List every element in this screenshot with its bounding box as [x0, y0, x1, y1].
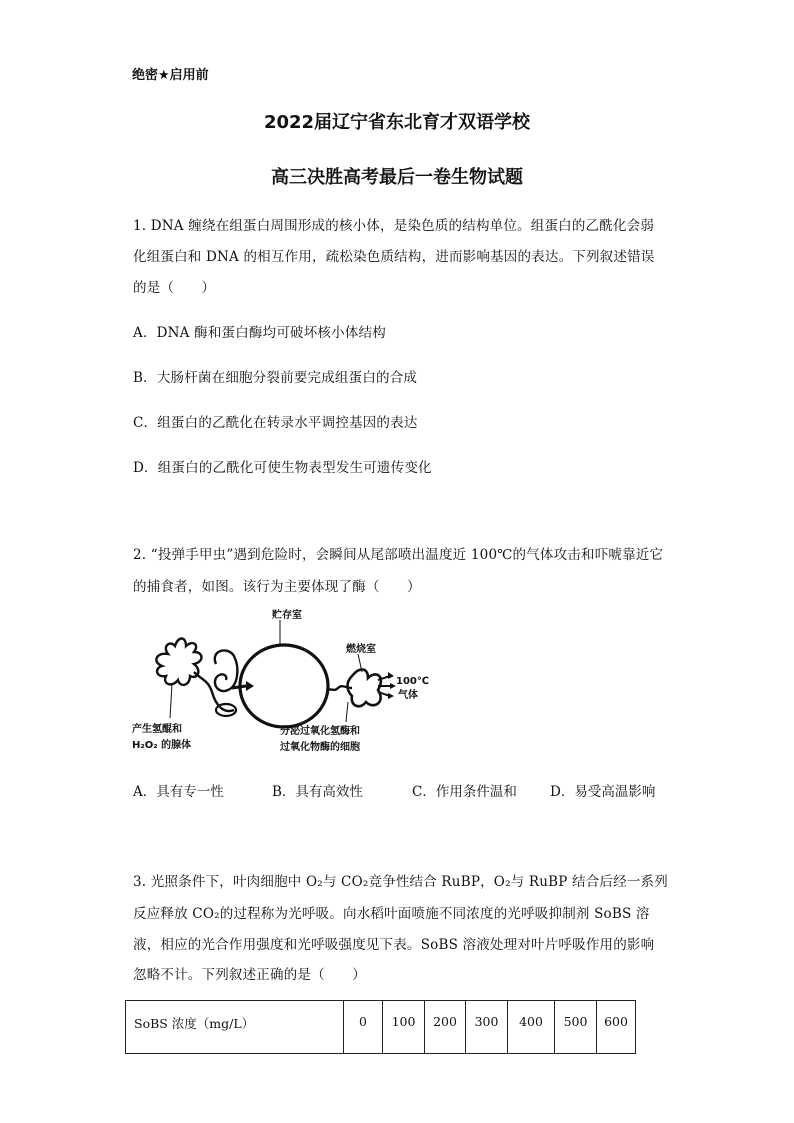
q3-stem-line3: 液，相应的光合作用强度和光呼吸强度见下表。SoBS 溶液处理对叶片呼吸作用的影响	[133, 937, 655, 953]
label-combustion: 燃烧室	[346, 644, 376, 655]
q2-option-d: D．易受高温影响	[550, 784, 656, 800]
q1-option-c: C．组蛋白的乙酰化在转录水平调控基因的表达	[133, 415, 418, 431]
table-cell: 100	[383, 1001, 425, 1054]
q2-option-c: C．作用条件温和	[412, 784, 517, 800]
q3-stem-line4: 忽略不计。下列叙述正确的是（ ）	[133, 967, 366, 983]
label-cells-2: 过氧化物酶的细胞	[280, 742, 360, 753]
q1-option-b: B．大肠杆菌在细胞分裂前要完成组蛋白的合成	[133, 370, 418, 386]
exam-title-line1: 2022届辽宁省东北育才双语学校	[263, 112, 531, 133]
q2-option-b: B．具有高效性	[272, 784, 363, 800]
q1-stem-line3: 的是（ ）	[133, 280, 216, 296]
q1-option-d: D．组蛋白的乙酰化可使生物表型发生可遗传变化	[133, 460, 432, 476]
q1-option-a: A．DNA 酶和蛋白酶均可破坏核小体结构	[133, 325, 386, 341]
q3-stem-line2: 反应释放 CO₂的过程称为光呼吸。向水稻叶面喷施不同浓度的光呼吸抑制剂 SoBS 溶	[133, 906, 650, 922]
table-cell: 500	[555, 1001, 597, 1054]
q2-stem-line2: 的捕食者，如图。该行为主要体现了酶（ ）	[133, 579, 421, 595]
confidential-mark: 绝密★启用前	[132, 68, 209, 83]
table-cell: 200	[425, 1001, 466, 1054]
exit-arrows	[378, 676, 392, 696]
label-gas-temp: 100℃	[396, 676, 429, 687]
table-header-cell: SoBS 浓度（mg/L）	[126, 1001, 344, 1054]
q1-stem-line2: 化组蛋白和 DNA 的相互作用，疏松染色质结构，进而影响基因的表达。下列叙述错误	[133, 249, 655, 265]
q2-stem-line1: 2. “投弹手甲虫”遇到危险时，会瞬间从尾部喷出温度近 100℃的气体攻击和吓唬靠近它	[133, 547, 664, 563]
cells-pointer	[346, 702, 348, 722]
exam-title-line2: 高三决胜高考最后一卷生物试题	[271, 167, 523, 188]
label-gland-2: H₂O₂ 的腺体	[132, 740, 192, 751]
reservoir-sac	[215, 650, 238, 691]
q1-stem-line1: 1. DNA 缠绕在组蛋白周围形成的核小体，是染色质的结构单位。组蛋白的乙酰化会弱	[133, 218, 655, 234]
gland-shape	[156, 639, 201, 685]
table-row	[126, 1001, 636, 1054]
sobs-table	[125, 1000, 636, 1054]
q2-option-a: A．具有专一性	[133, 784, 224, 800]
label-cells-1: 分泌过氧化氢酶和	[280, 726, 360, 737]
table-cell: 600	[597, 1001, 636, 1054]
table-cell: 400	[508, 1001, 555, 1054]
q3-stem-line1: 3. 光照条件下，叶肉细胞中 O₂与 CO₂竞争性结合 RuBP，O₂与 RuBP 结合后经一系列	[133, 874, 668, 890]
label-gland-1: 产生氢醌和	[132, 724, 182, 735]
table-cell: 300	[466, 1001, 508, 1054]
combustion-chamber	[348, 669, 381, 706]
label-storage: 贮存室	[272, 610, 302, 621]
gland-pointer	[170, 684, 172, 718]
label-gas: 气体	[398, 690, 418, 701]
beetle-gland-figure	[120, 606, 440, 762]
table-cell: 0	[344, 1001, 383, 1054]
